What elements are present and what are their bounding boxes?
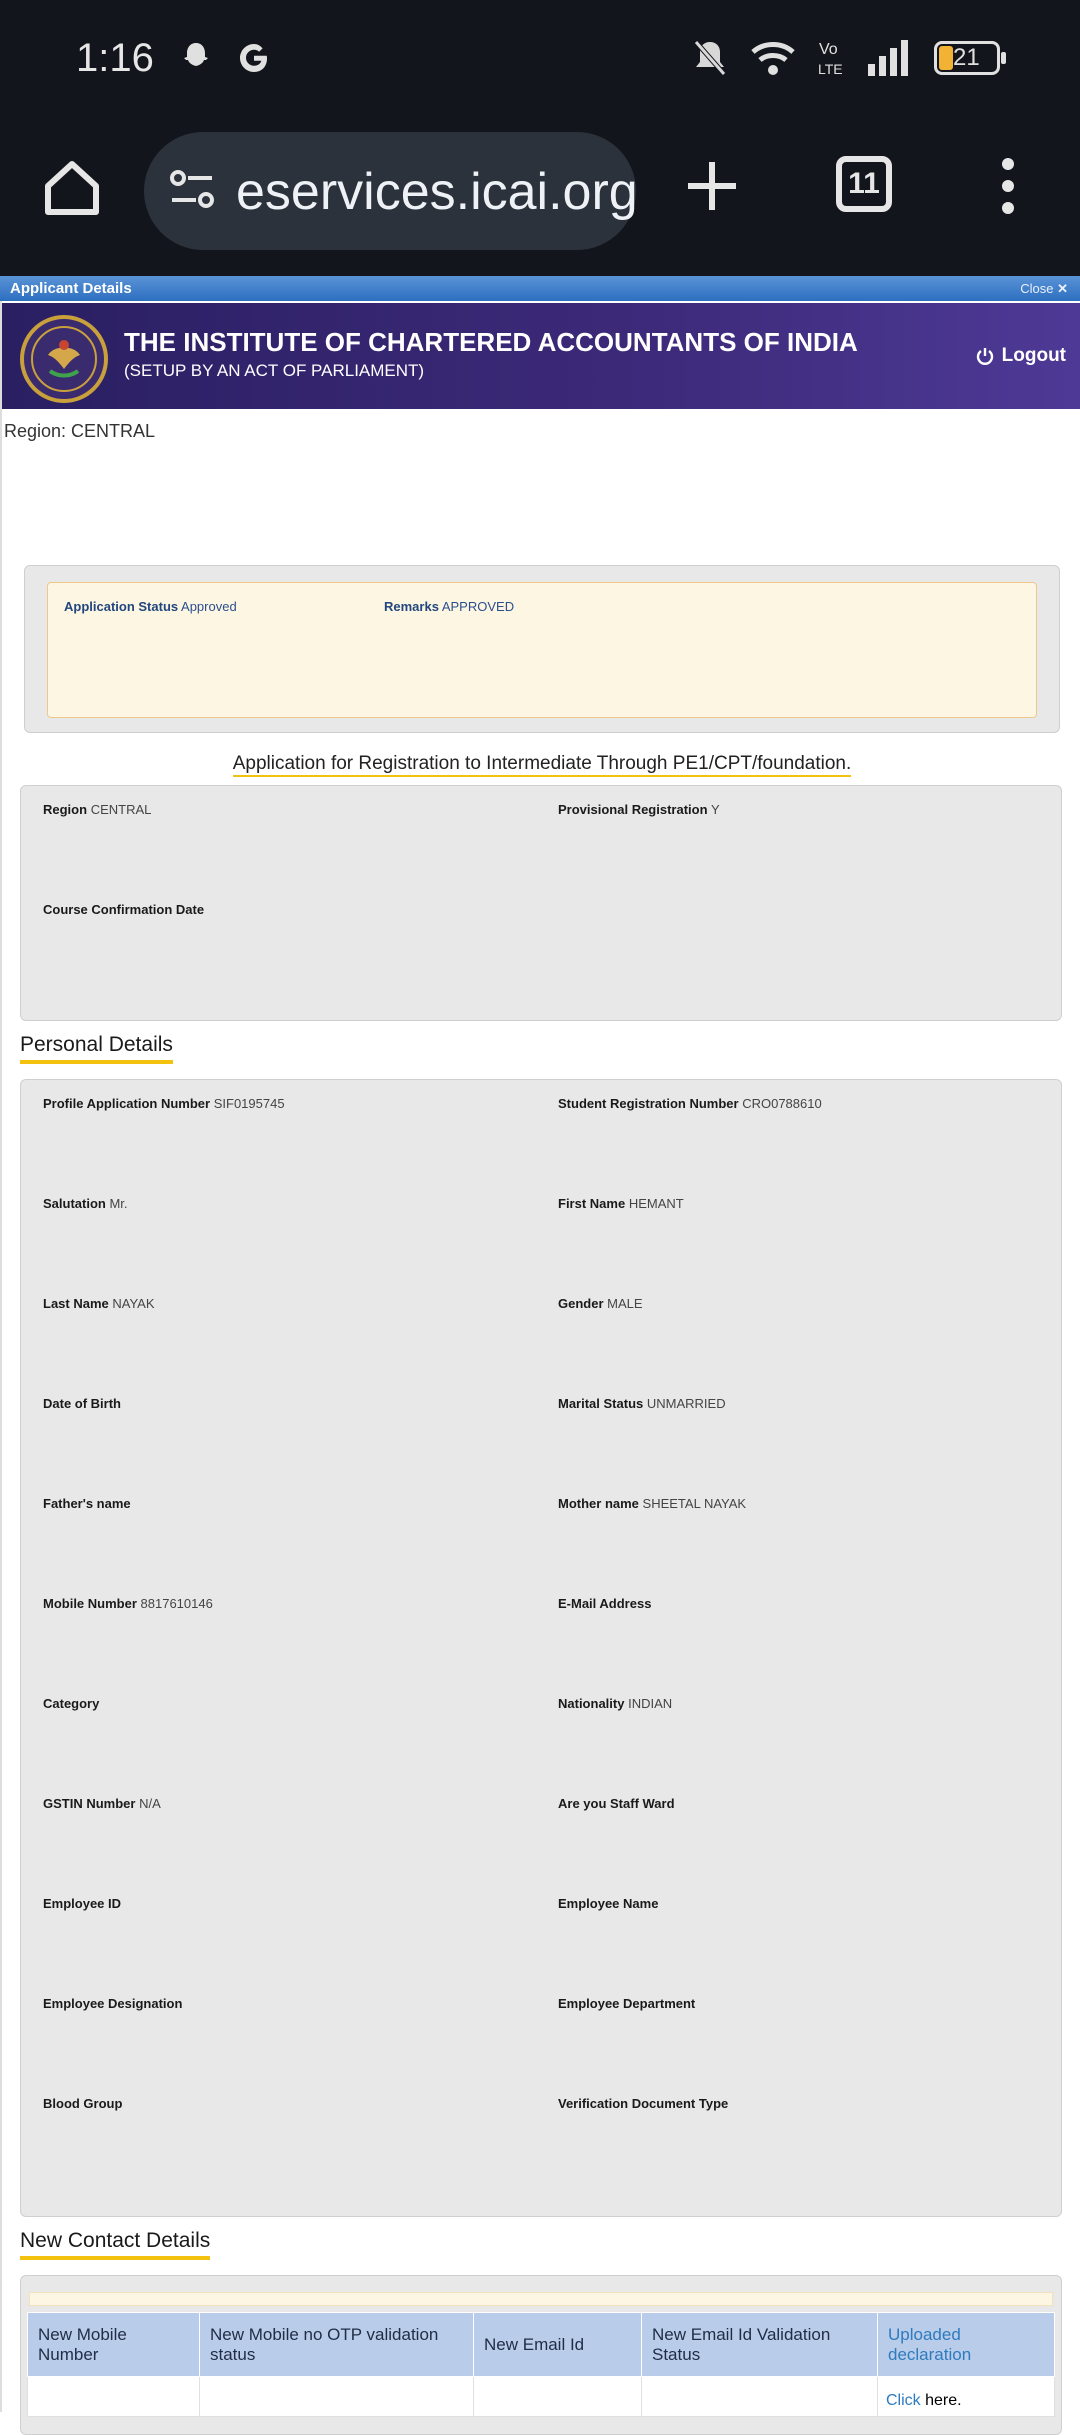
column-header: Uploaded declaration [878, 2313, 1055, 2377]
signal-icon [866, 38, 912, 78]
dialog-title: Applicant Details [10, 280, 132, 297]
mother-name-field: Mother name SHEETAL NAYAK [558, 1496, 747, 1511]
employee-department-field: Employee Department [558, 1996, 696, 2011]
blood-group-field: Blood Group [43, 2096, 123, 2111]
new-contact-details-heading: New Contact Details [20, 2229, 210, 2260]
column-header: New Email Id Validation Status [642, 2313, 878, 2377]
table-header-row [28, 2313, 1055, 2377]
verification-document-type-field: Verification Document Type [558, 2096, 729, 2111]
employee-designation-field: Employee Designation [43, 1996, 183, 2011]
personal-details-panel [20, 1079, 1062, 2217]
header-banner [2, 303, 1080, 409]
personal-details-heading: Personal Details [20, 1033, 173, 1064]
application-status-panel [24, 565, 1060, 733]
gender-field: Gender MALE [558, 1296, 643, 1311]
student-registration-number-field: Student Registration Number CRO0788610 [558, 1096, 822, 1111]
icai-emblem-logo [20, 315, 108, 403]
first-name-field: First Name HEMANT [558, 1196, 684, 1211]
marital-status-field: Marital Status UNMARRIED [558, 1396, 726, 1411]
application-status-field: Application Status Approved [64, 599, 237, 614]
new-contact-table [27, 2312, 1055, 2417]
site-settings-icon[interactable] [168, 166, 216, 214]
dialog-content [0, 301, 1080, 2412]
status-time: 1:16 [76, 36, 154, 80]
battery-icon [934, 41, 1000, 75]
region-line: Region: CENTRAL [4, 421, 156, 441]
institute-subtitle: (SETUP BY AN ACT OF PARLIAMENT) [124, 361, 425, 380]
mobile-number-field: Mobile Number 8817610146 [43, 1596, 213, 1611]
course-confirmation-date-field: Course Confirmation Date [43, 902, 205, 917]
power-icon [976, 347, 994, 365]
employee-name-field: Employee Name [558, 1896, 659, 1911]
salutation-field: Salutation Mr. [43, 1196, 128, 1211]
dialog-title-bar [0, 276, 1080, 301]
wifi-icon [750, 38, 796, 78]
battery-level: 21 [953, 44, 980, 71]
application-status-value: Approved [181, 599, 237, 614]
fathers-name-field: Father's name [43, 1496, 131, 1511]
svg-text:Vo: Vo [819, 41, 838, 58]
new-tab-icon[interactable] [684, 158, 740, 214]
gstin-number-field: GSTIN Number N/A [43, 1796, 161, 1811]
last-name-field: Last Name NAYAK [43, 1296, 155, 1311]
table-row: Click here. [28, 2377, 1055, 2417]
logout-button[interactable]: Logout [976, 345, 1066, 367]
email-address-field: E-Mail Address [558, 1596, 652, 1611]
google-icon [236, 40, 272, 76]
volte-icon [818, 38, 844, 78]
nationality-field: Nationality INDIAN [558, 1696, 673, 1711]
close-icon: ✕ [1057, 281, 1068, 296]
svg-text:LTE: LTE [818, 61, 843, 77]
browser-toolbar [0, 124, 1080, 276]
remarks-value: APPROVED [441, 599, 515, 614]
institute-title: THE INSTITUTE OF CHARTERED ACCOUNTANTS OF INDIA [124, 327, 858, 357]
application-heading: Application for Registration to Intermediate Through PE1/CPT/foundation. [2, 753, 1080, 775]
provisional-registration-field: Provisional Registration Y [558, 802, 720, 817]
registration-panel [20, 785, 1062, 1021]
more-options-icon[interactable] [996, 156, 1020, 216]
remarks-field: Remarks APPROVED [384, 599, 515, 614]
column-header: New Mobile Number [28, 2313, 200, 2377]
new-contact-details-panel [20, 2275, 1062, 2435]
declaration-click-link[interactable]: Click [886, 2392, 921, 2409]
tab-switcher-button[interactable]: 11 [836, 156, 892, 212]
profile-application-number-field: Profile Application Number SIF0195745 [43, 1096, 285, 1111]
category-field: Category [43, 1696, 100, 1711]
column-header: New Mobile no OTP validation status [200, 2313, 474, 2377]
snapchat-icon [178, 40, 214, 76]
address-bar[interactable] [144, 132, 636, 250]
column-header: New Email Id [474, 2313, 642, 2377]
region-field: Region CENTRAL [43, 802, 152, 817]
close-button[interactable]: Close ✕ [1020, 281, 1068, 296]
mute-bell-icon [692, 38, 728, 78]
staff-ward-field: Are you Staff Ward [558, 1796, 675, 1811]
employee-id-field: Employee ID [43, 1896, 122, 1911]
url-text[interactable]: eservices.icai.org [236, 163, 638, 221]
system-status-bar [0, 0, 1080, 124]
home-icon[interactable] [40, 156, 104, 220]
date-of-birth-field: Date of Birth [43, 1396, 121, 1411]
